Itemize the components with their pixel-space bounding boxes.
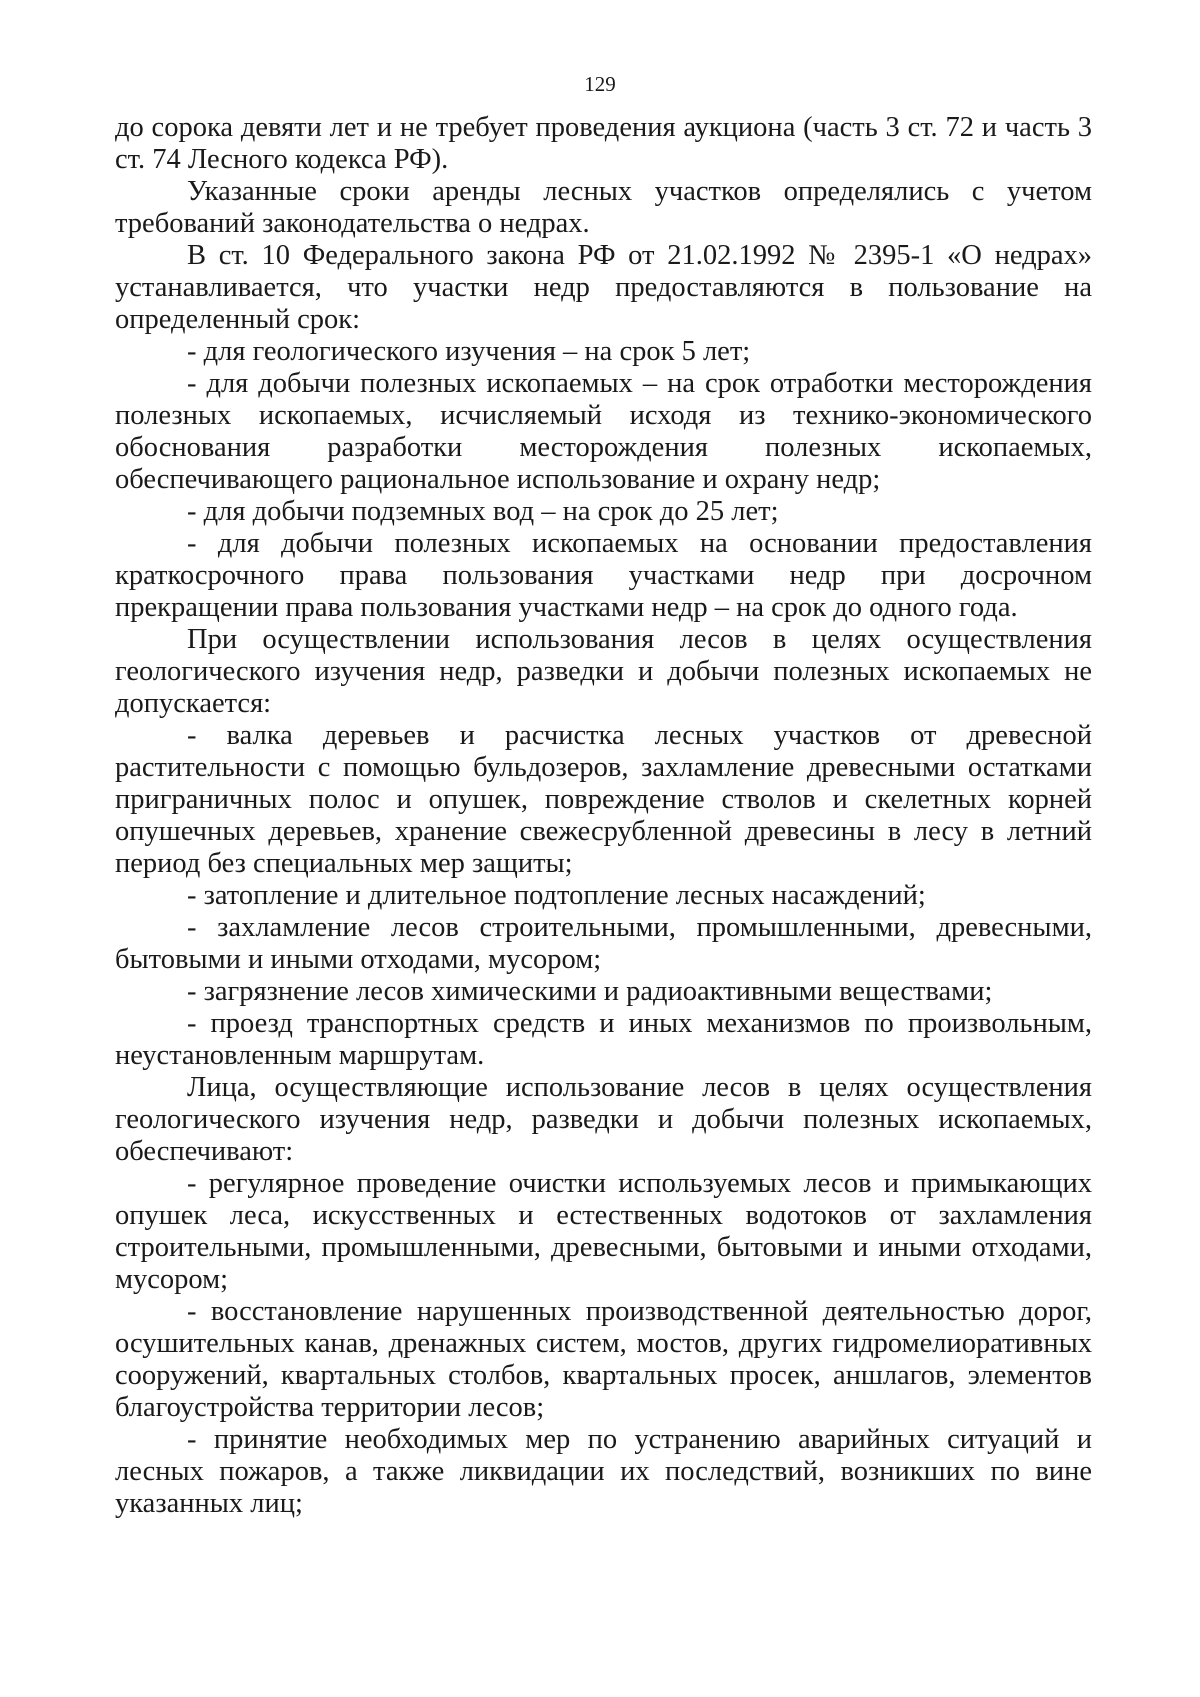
list-item-short-term-right: - для добычи полезных ископаемых на основании предоставления краткосрочного права пользования участками недр при досрочном прекращении права пользования участками недр – на срок до одного года.: [115, 528, 1092, 623]
paragraph-obligations: Лица, осуществляющие использование лесов в целях осуществления геологического изучения недр, разведки и добычи полезных ископаемых, обеспечивают:: [115, 1072, 1092, 1167]
list-item-restoration: - восстановление нарушенных производственной деятельностью дорог, осушительных канав, дренажных систем, мостов, других гидромелиоративных сооружений, квартальных столбов, квартальных просек, аншлагов, элементов благоустройства территории лесов;: [115, 1296, 1092, 1423]
page-number: 129: [584, 72, 616, 96]
list-item-vehicle-passage: - проезд транспортных средств и иных механизмов по произвольным, неустановленным маршрутам.: [115, 1008, 1092, 1071]
list-item-littering: - захламление лесов строительными, промышленными, древесными, бытовыми и иными отходами, мусором;: [115, 912, 1092, 975]
paragraph-prohibitions: При осуществлении использования лесов в целях осуществления геологического изучения недр, разведки и добычи полезных ископаемых не допускается:: [115, 624, 1092, 719]
list-item-emergency-measures: - принятие необходимых мер по устранению аварийных ситуаций и лесных пожаров, а также ликвидации их последствий, возникших по вине указанных лиц;: [115, 1424, 1092, 1519]
list-item-groundwater: - для добычи подземных вод – на срок до 25 лет;: [187, 496, 779, 527]
paragraph-1: до сорока девяти лет и не требует проведения аукциона (часть 3 ст. 72 и часть 3 ст. 74 Лесного кодекса РФ).: [115, 112, 1092, 175]
list-item-mineral-extraction: - для добычи полезных ископаемых – на срок отработки месторождения полезных ископаемых, исчисляемый исходя из технико-экономического обоснования разработки месторождения полезных ископаемых, обеспечивающего рациональное использование и охрану недр;: [115, 368, 1092, 495]
list-item-flooding: - затопление и длительное подтопление лесных насаждений;: [187, 880, 926, 911]
body-text: [115, 112, 1092, 1520]
list-item-pollution: - загрязнение лесов химическими и радиоактивными веществами;: [187, 976, 993, 1007]
list-item-geological-study: - для геологического изучения – на срок 5 лет;: [187, 336, 751, 367]
list-item-felling: - валка деревьев и расчистка лесных участков от древесной растительности с помощью бульдозеров, захламление древесными остатками приграничных полос и опушек, повреждение стволов и скелетных корней опушечных деревьев, хранение свежесрубленной древесины в лесу в летний период без специальных мер защиты;: [115, 720, 1092, 879]
paragraph-2: Указанные сроки аренды лесных участков определялись с учетом требований законодательства о недрах.: [115, 176, 1092, 239]
paragraph-3: В ст. 10 Федерального закона РФ от 21.02.1992 № 2395-1 «О недрах» устанавливается, что участки недр предоставляются в пользование на определенный срок:: [115, 240, 1092, 335]
list-item-cleaning: - регулярное проведение очистки используемых лесов и примыкающих опушек леса, искусственных и естественных водотоков от захламления строительными, промышленными, древесными, бытовыми и иными отходами, мусором;: [115, 1168, 1092, 1295]
